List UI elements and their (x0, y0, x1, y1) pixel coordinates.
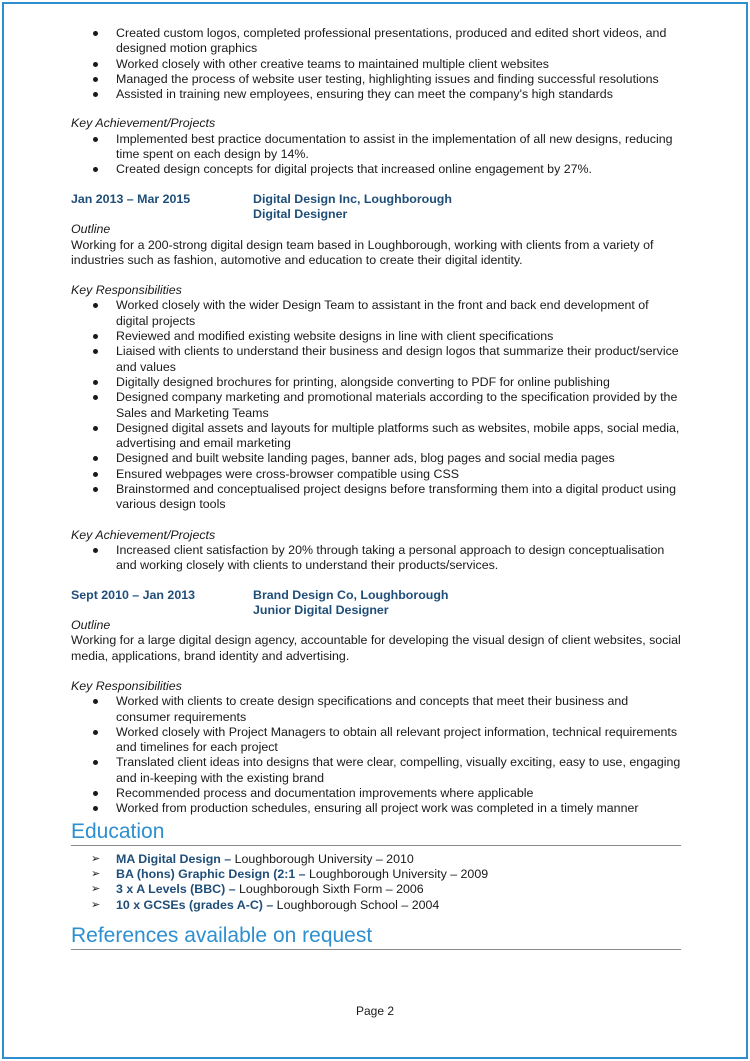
page-number: Page 2 (355, 1004, 395, 1018)
arrow-bullet-icon: ➢ (91, 883, 101, 896)
degree-title: BA (hons) Graphic Design (2:1 – (116, 866, 306, 881)
job-role: Digital Designer (253, 206, 348, 221)
degree-detail: Loughborough University – 2009 (305, 866, 489, 881)
degree-title: 10 x GCSEs (grades A-C) – (116, 897, 274, 912)
arrow-bullet-icon: ➢ (91, 852, 101, 865)
job-dates: Sept 2010 – Jan 2013 (71, 587, 195, 602)
list-item (71, 882, 681, 897)
achievements-label: Key Achievement/Projects (71, 527, 216, 542)
list-item: Liaised with clients to understand their business and design logos that summarize their product/service and values (71, 344, 681, 375)
list-item: Brainstormed and conceptualised project designs before transforming them into a digital product using various design tools (71, 482, 681, 513)
arrow-bullet-icon: ➢ (91, 898, 101, 911)
job-company: Brand Design Co, Loughborough (253, 587, 449, 602)
job-outline: Working for a large digital design agency, accountable for developing the visual design of client websites, social media, applications, brand identity and advertising. (71, 633, 681, 663)
prev-job-responsibilities (71, 26, 681, 102)
responsibilities-label: Key Responsibilities (71, 678, 182, 693)
list-item: Designed and built website landing pages, banner ads, blog pages and social media pages (71, 451, 681, 466)
achievements-label: Key Achievement/Projects (71, 116, 216, 131)
job1-responsibilities (71, 298, 681, 512)
list-item: Translated client ideas into designs that were clear, compelling, visually exciting, easy to use, engaging and in-keeping with the existing brand (71, 755, 681, 786)
degree-title: MA Digital Design – (116, 851, 232, 866)
list-item: Worked closely with Project Managers to obtain all relevant project information, technical requirements and timelines for each project (71, 725, 681, 756)
job-header (71, 588, 681, 619)
list-item: Increased client satisfaction by 20% through taking a personal approach to design conceptualisation and working closely with clients to understand their products/services. (71, 543, 681, 574)
list-item: Digitally designed brochures for printing, alongside converting to PDF for online publishing (71, 375, 681, 390)
education-list (71, 852, 681, 913)
outline-label: Outline (71, 222, 111, 237)
education-heading: Education (71, 819, 681, 846)
degree-detail: Loughborough School – 2004 (273, 897, 440, 912)
list-item: Managed the process of website user testing, highlighting issues and finding successful resolutions (71, 72, 681, 87)
list-item (71, 852, 681, 867)
job-company: Digital Design Inc, Loughborough (253, 191, 452, 206)
list-item: Reviewed and modified existing website designs in line with client specifications (71, 329, 681, 344)
job2-responsibilities (71, 694, 681, 816)
references-heading: References available on request (71, 923, 681, 950)
list-item (71, 898, 681, 913)
job-header (71, 192, 681, 223)
list-item: Worked with clients to create design specifications and concepts that meet their business and consumer requirements (71, 694, 681, 725)
list-item: Worked closely with the wider Design Team to assistant in the front and back end development of digital projects (71, 298, 681, 329)
job-role: Junior Digital Designer (253, 602, 389, 617)
arrow-bullet-icon: ➢ (91, 867, 101, 880)
resume-page-content (71, 26, 681, 950)
job1-achievements (71, 543, 681, 574)
list-item: Designed company marketing and promotional materials according to the specification provided by the Sales and Marketing Teams (71, 390, 681, 421)
responsibilities-label: Key Responsibilities (71, 283, 182, 298)
degree-detail: Loughborough Sixth Form – 2006 (235, 882, 424, 897)
list-item: Worked from production schedules, ensuring all project work was completed in a timely manner (71, 801, 681, 816)
list-item: Designed digital assets and layouts for multiple platforms such as websites, mobile apps, social media, advertising and email marketing (71, 421, 681, 452)
list-item: Ensured webpages were cross-browser compatible using CSS (71, 467, 681, 482)
list-item: Implemented best practice documentation to assist in the implementation of all new designs, reducing time spent on each design by 14%. (71, 132, 681, 163)
list-item: Worked closely with other creative teams to maintained multiple client websites (71, 57, 681, 72)
list-item (71, 867, 681, 882)
degree-detail: Loughborough University – 2010 (231, 851, 414, 866)
degree-title: 3 x A Levels (BBC) – (116, 882, 236, 897)
job-outline: Working for a 200-strong digital design team based in Loughborough, working with clients from a variety of industries such as fashion, automotive and education to create their digital identity. (71, 237, 654, 267)
list-item: Recommended process and documentation improvements where applicable (71, 786, 681, 801)
list-item: Assisted in training new employees, ensuring they can meet the company's high standards (71, 87, 681, 102)
list-item: Created custom logos, completed professional presentations, produced and edited short videos, and designed motion graphics (71, 26, 681, 57)
job-dates: Jan 2013 – Mar 2015 (71, 191, 191, 206)
list-item: Created design concepts for digital projects that increased online engagement by 27%. (71, 162, 681, 177)
outline-label: Outline (71, 618, 111, 633)
prev-job-achievements (71, 132, 681, 178)
